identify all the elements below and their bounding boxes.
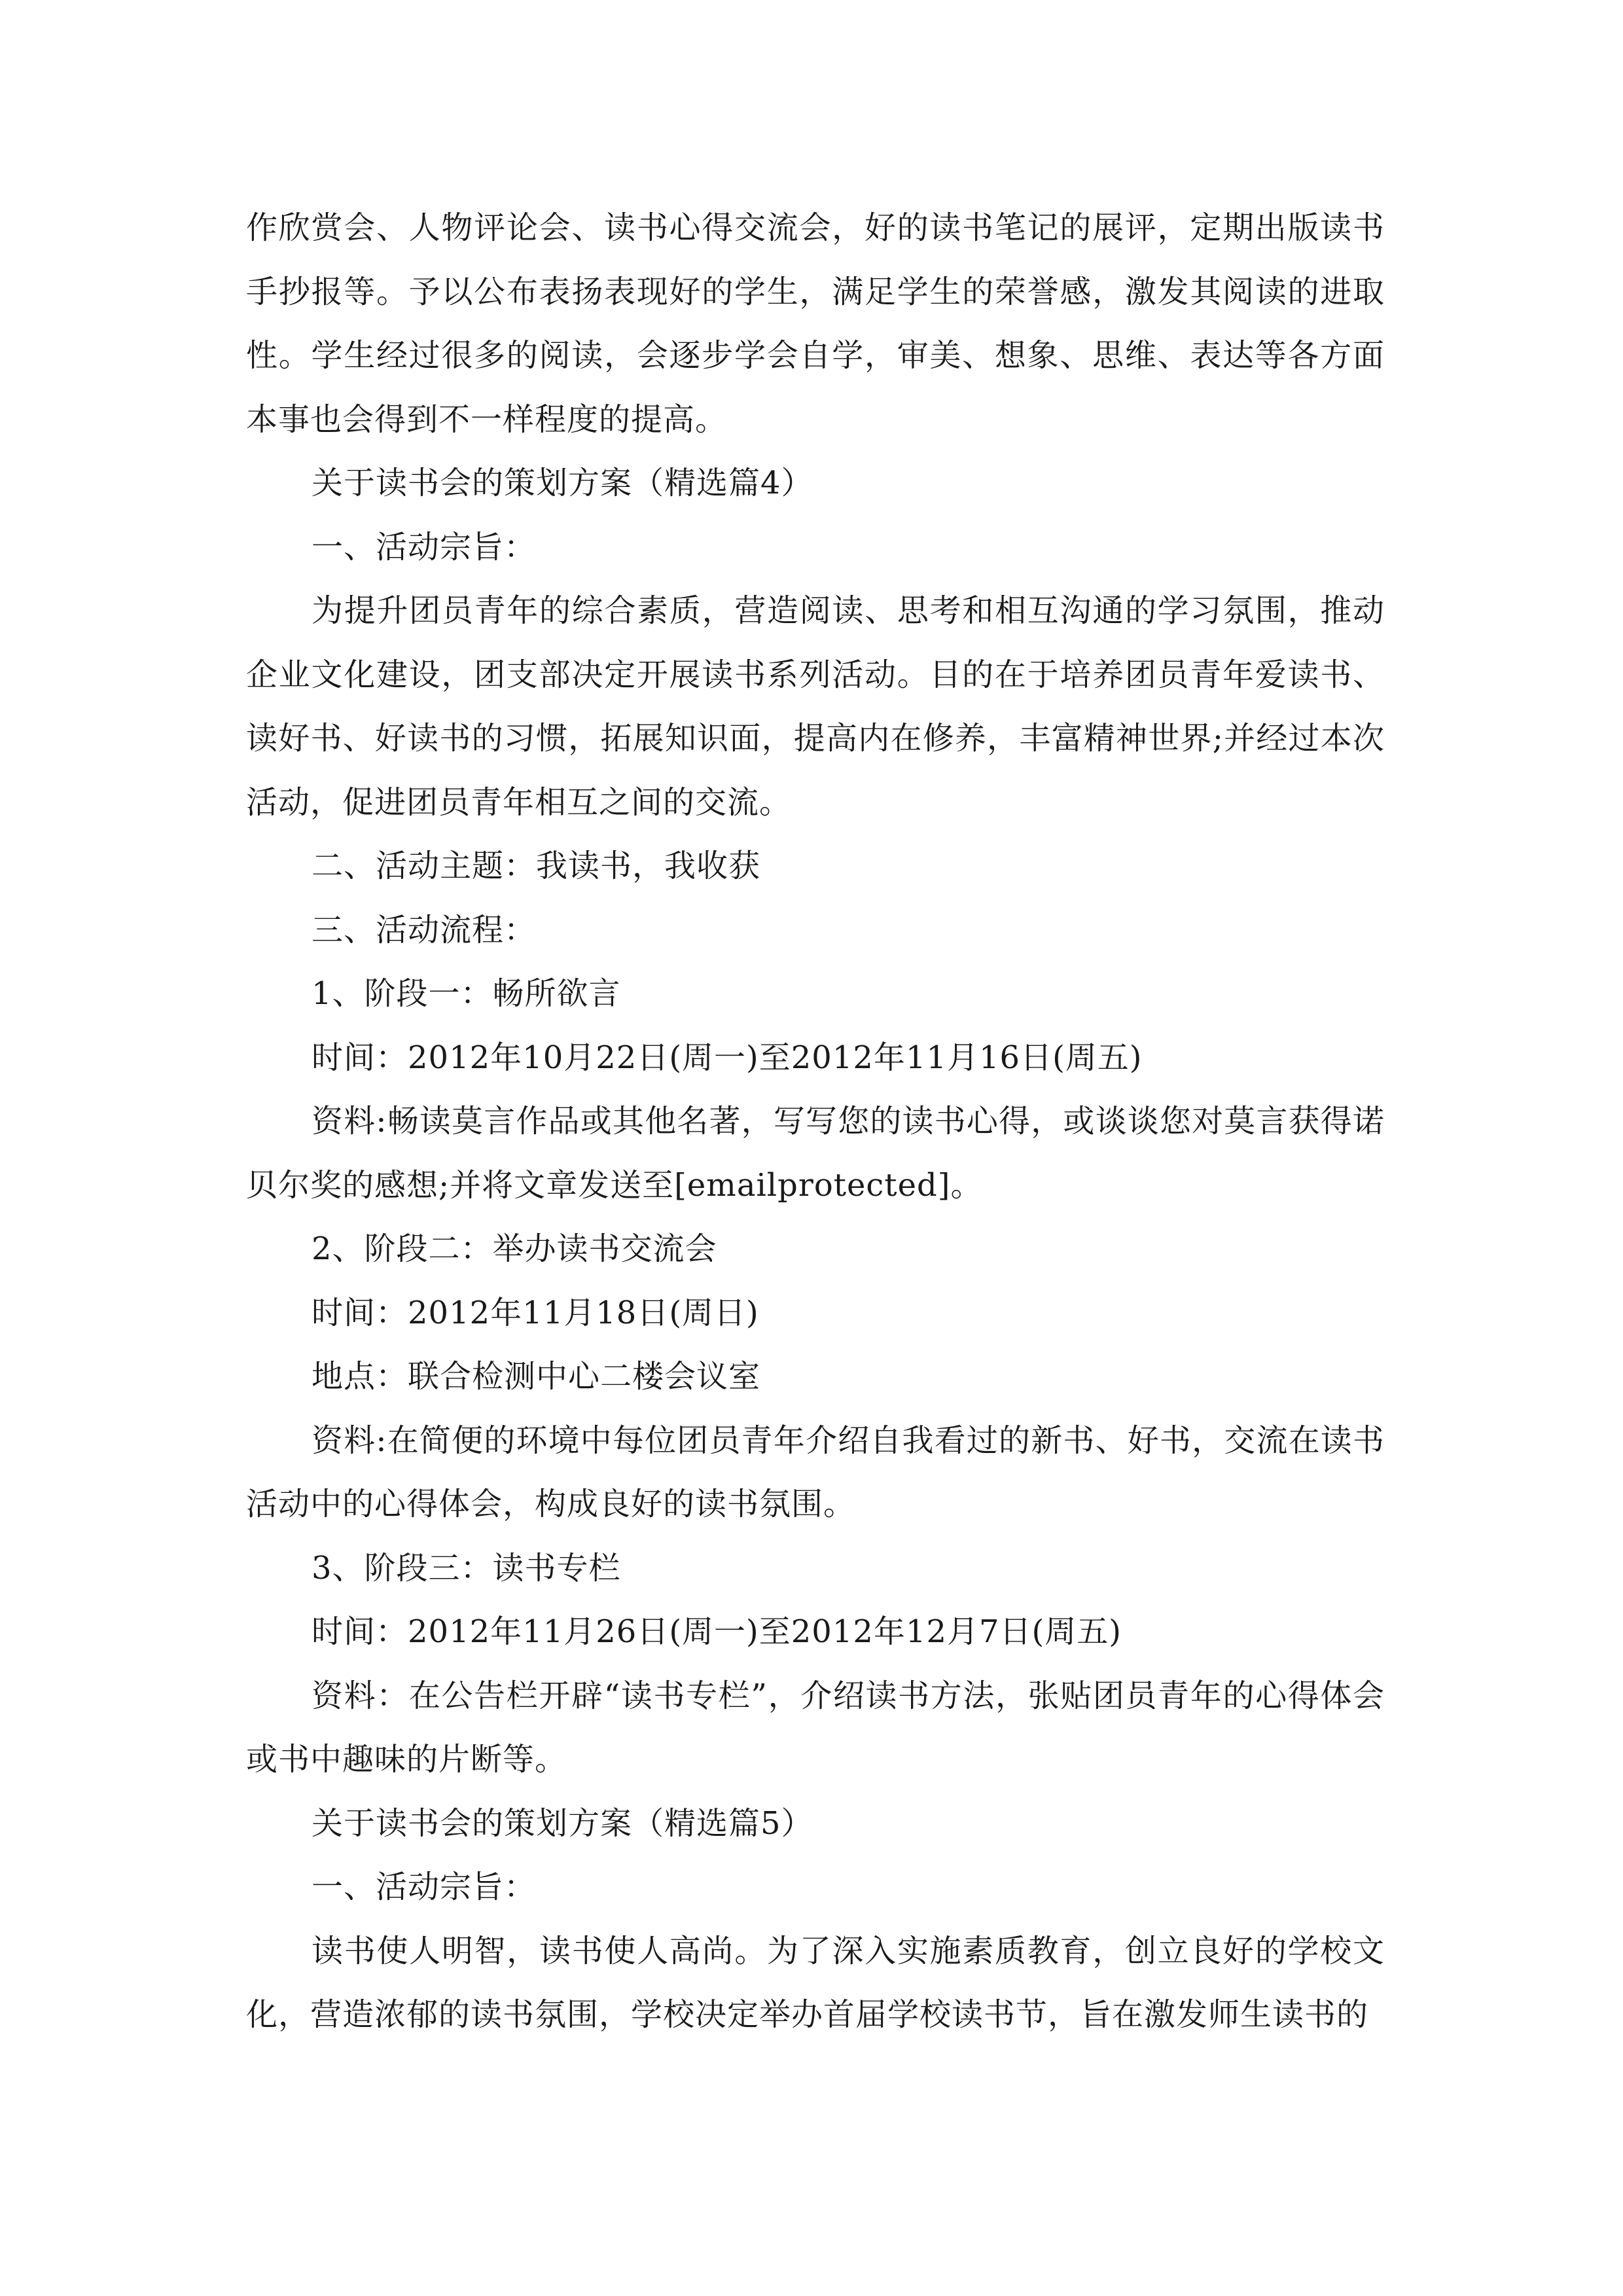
stage-1-time: 时间：2012年10月22日(周一)至2012年11月16日(周五) [312, 1039, 1143, 1076]
stage-1-material: 资料:畅读莫言作品或其他名著，写写您的读书心得，或谈谈您对莫言获得诺贝尔奖的感想;并将文章发送至[emailprotected]。 [246, 1103, 1385, 1204]
heading-theme: 二、活动主题：我读书，我收获 [312, 848, 761, 884]
section-heading-4: 关于读书会的策划方案（精选篇4） [312, 465, 813, 501]
stage-2-material: 资料:在简便的环境中每位团员青年介绍自我看过的新书、好书，交流在读书活动中的心得体会，构成良好的读书氛围。 [246, 1422, 1385, 1522]
stage-2-title: 2、阶段二：举办读书交流会 [312, 1230, 717, 1267]
stage-3-material: 资料：在公告栏开辟“读书专栏”，介绍读书方法，张贴团员青年的心得体会或书中趣味的片断等。 [246, 1677, 1385, 1778]
stage-2-location: 地点：联合检测中心二楼会议室 [312, 1358, 761, 1395]
stage-2-time: 时间：2012年11月18日(周日) [312, 1294, 759, 1331]
heading-purpose-5: 一、活动宗旨： [312, 1869, 537, 1905]
section-heading-5: 关于读书会的策划方案（精选篇5） [312, 1804, 813, 1842]
paragraph-purpose: 为提升团员青年的综合素质，营造阅读、思考和相互沟通的学习氛围，推动企业文化建设，团支部决定开展读书系列活动。目的在于培养团员青年爱读书、读好书、好读书的习惯，拓展知识面，提高内在修养，丰富精神世界;并经过本次活动，促进团员青年相互之间的交流。 [246, 592, 1385, 821]
paragraph-purpose-5: 读书使人明智，读书使人高尚。为了深入实施素质教育，创立良好的学校文化，营造浓郁的读书氛围，学校决定举办首届学校读书节，旨在激发师生读书的 [246, 1932, 1385, 2033]
paragraph-1: 作欣赏会、人物评论会、读书心得交流会，好的读书笔记的展评，定期出版读书手抄报等。予以公布表扬表现好的学生，满足学生的荣誉感，激发其阅读的进取性。学生经过很多的阅读，会逐步学会自学，审美、想象、思维、表达等各方面本事也会得到不一样程度的提高。 [246, 209, 1385, 438]
heading-purpose: 一、活动宗旨： [312, 528, 537, 565]
document-body [246, 196, 1385, 2047]
stage-3-time: 时间：2012年11月26日(周一)至2012年12月7日(周五) [312, 1613, 1122, 1650]
heading-process: 三、活动流程： [312, 911, 537, 948]
stage-3-title: 3、阶段三：读书专栏 [312, 1549, 621, 1587]
stage-1-title: 1、阶段一：畅所欲言 [312, 975, 621, 1012]
